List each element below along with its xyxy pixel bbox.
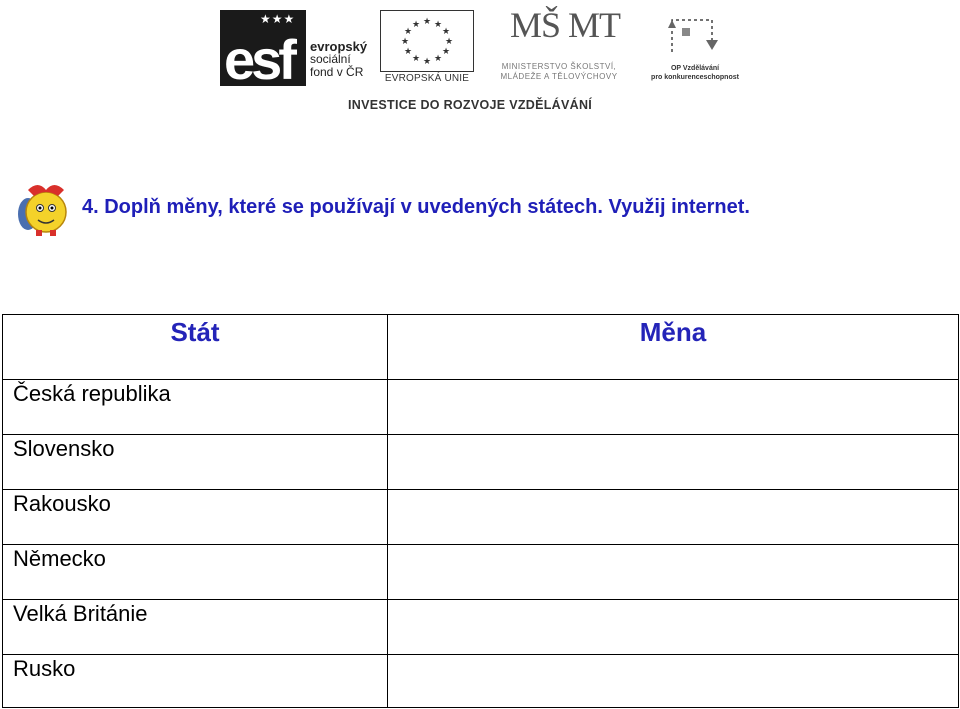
svg-text:★: ★ xyxy=(433,54,443,64)
state-cell: Německo xyxy=(3,545,388,600)
svg-text:★: ★ xyxy=(403,27,413,37)
svg-text:★: ★ xyxy=(422,17,432,27)
op-caption-line-1: OP Vzdělávání xyxy=(670,65,720,72)
currency-cell[interactable] xyxy=(388,435,959,490)
eu-flag-icon xyxy=(380,10,474,72)
svg-text:★: ★ xyxy=(441,47,451,57)
mascot-icon xyxy=(14,178,76,240)
svg-text:★: ★ xyxy=(422,57,432,67)
op-caption-line-2: pro konkurenceschopnost xyxy=(651,74,739,81)
msmt-caption-line-2: MLÁDEŽE A TĚLOVÝCHOVY xyxy=(500,72,618,81)
svg-text:★: ★ xyxy=(441,27,451,37)
svg-text:★: ★ xyxy=(403,47,413,57)
msmt-caption xyxy=(480,62,638,82)
investment-slogan: INVESTICE DO ROZVOJE VZDĚLÁVÁNÍ xyxy=(348,98,593,112)
state-cell: Česká republika xyxy=(3,380,388,435)
state-cell: Rusko xyxy=(3,655,388,708)
svg-text:★: ★ xyxy=(411,54,421,64)
esf-letters: esf xyxy=(224,28,293,91)
header-state: Stát xyxy=(3,315,388,380)
table-header-row xyxy=(3,315,959,380)
logo-banner xyxy=(218,5,748,116)
esf-line-2: sociální xyxy=(310,52,351,66)
currency-cell[interactable] xyxy=(388,490,959,545)
svg-text:★: ★ xyxy=(411,20,421,30)
table-row xyxy=(3,380,959,435)
stars-icon: ★★★ xyxy=(260,12,296,26)
table-row xyxy=(3,600,959,655)
esf-mark xyxy=(220,10,306,91)
op-arrow-icon xyxy=(642,8,748,62)
svg-text:★: ★ xyxy=(400,37,410,47)
task-title: 4. Doplň měny, které se používají v uvedených státech. Využij internet. xyxy=(82,196,750,218)
currency-cell[interactable] xyxy=(388,600,959,655)
currency-cell[interactable] xyxy=(388,545,959,600)
state-cell: Rakousko xyxy=(3,490,388,545)
state-cell: Velká Británie xyxy=(3,600,388,655)
currency-table xyxy=(2,314,959,708)
table-row xyxy=(3,545,959,600)
currency-cell[interactable] xyxy=(388,655,959,708)
svg-text:★: ★ xyxy=(433,20,443,30)
esf-text xyxy=(310,40,367,79)
esf-logo xyxy=(218,10,373,91)
msmt-caption-line-1: MINISTERSTVO ŠKOLSTVÍ, xyxy=(501,62,617,71)
msmt-mark: MŠ MT xyxy=(510,5,621,45)
eu-caption: EVROPSKÁ UNIE xyxy=(384,73,470,84)
msmt-logo xyxy=(480,5,638,88)
header-currency: Měna xyxy=(388,315,959,380)
svg-text:★: ★ xyxy=(444,37,454,47)
esf-line-3: fond v ČR xyxy=(310,65,364,79)
esf-line-1: evropský xyxy=(310,39,368,54)
table-row xyxy=(3,655,959,708)
op-logo xyxy=(642,8,748,88)
eu-logo xyxy=(380,10,474,86)
eu-stars-icon xyxy=(381,11,473,71)
op-caption xyxy=(642,64,748,82)
state-cell: Slovensko xyxy=(3,435,388,490)
table-row xyxy=(3,435,959,490)
currency-cell[interactable] xyxy=(388,380,959,435)
table-row xyxy=(3,490,959,545)
